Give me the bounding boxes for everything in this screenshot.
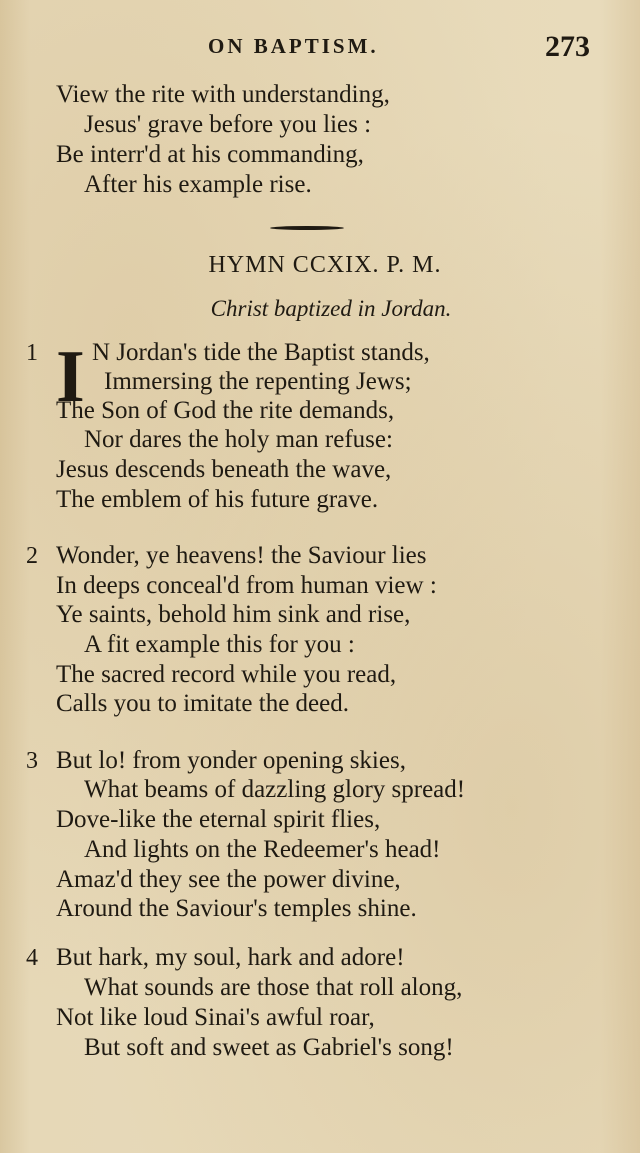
section-divider — [270, 226, 344, 230]
verse-line: Not like loud Sinai's awful roar, — [56, 1004, 375, 1031]
verse-line: After his example rise. — [84, 171, 312, 198]
verse-line: But soft and sweet as Gabriel's song! — [84, 1034, 454, 1061]
verse-number: 3 — [26, 748, 38, 774]
verse-line: What beams of dazzling glory spread! — [84, 776, 466, 803]
verse-line: The sacred record while you read, — [56, 661, 397, 688]
running-head — [0, 30, 640, 70]
verse-line: Dove-like the eternal spirit flies, — [56, 806, 381, 833]
verse-line: Amaz'd they see the power divine, — [56, 866, 401, 893]
verse-line: Be interr'd at his commanding, — [56, 141, 364, 168]
verse-line: Ye saints, behold him sink and rise, — [56, 601, 411, 628]
verse-line: Jesus' grave before you lies : — [84, 111, 372, 138]
verse-line: The emblem of his future grave. — [56, 486, 379, 513]
verse-line: Nor dares the holy man refuse: — [84, 426, 393, 453]
verse-line: And lights on the Redeemer's head! — [84, 836, 441, 863]
drop-cap: I — [56, 336, 85, 418]
verse-line: In deeps conceal'd from human view : — [56, 572, 437, 599]
verse-line: A fit example this for you : — [84, 631, 355, 658]
hymn-title: HYMN CCXIX. P. M. — [208, 252, 442, 278]
verse-number: 1 — [26, 340, 38, 366]
hymn-subtitle: Christ baptized in Jordan. — [210, 296, 452, 321]
running-title: ON BAPTISM. — [208, 34, 379, 58]
verse-line: N Jordan's tide the Baptist stands, — [92, 339, 430, 366]
verse-line: Wonder, ye heavens! the Saviour lies — [56, 542, 427, 569]
page-number: 273 — [545, 30, 590, 63]
verse-line: But lo! from yonder opening skies, — [56, 747, 406, 774]
verse-line: Immersing the repenting Jews; — [104, 368, 412, 395]
verse-line: Around the Saviour's temples shine. — [56, 895, 417, 922]
verse-number: 2 — [26, 543, 38, 569]
verse-line: The Son of God the rite demands, — [56, 397, 395, 424]
verse-line: View the rite with understanding, — [56, 81, 390, 108]
verse-line: But hark, my soul, hark and adore! — [56, 944, 405, 971]
verse-line: What sounds are those that roll along, — [84, 974, 463, 1001]
verse-number: 4 — [26, 945, 38, 971]
verse-line: Calls you to imitate the deed. — [56, 690, 349, 717]
verse-line: Jesus descends beneath the wave, — [56, 456, 392, 483]
